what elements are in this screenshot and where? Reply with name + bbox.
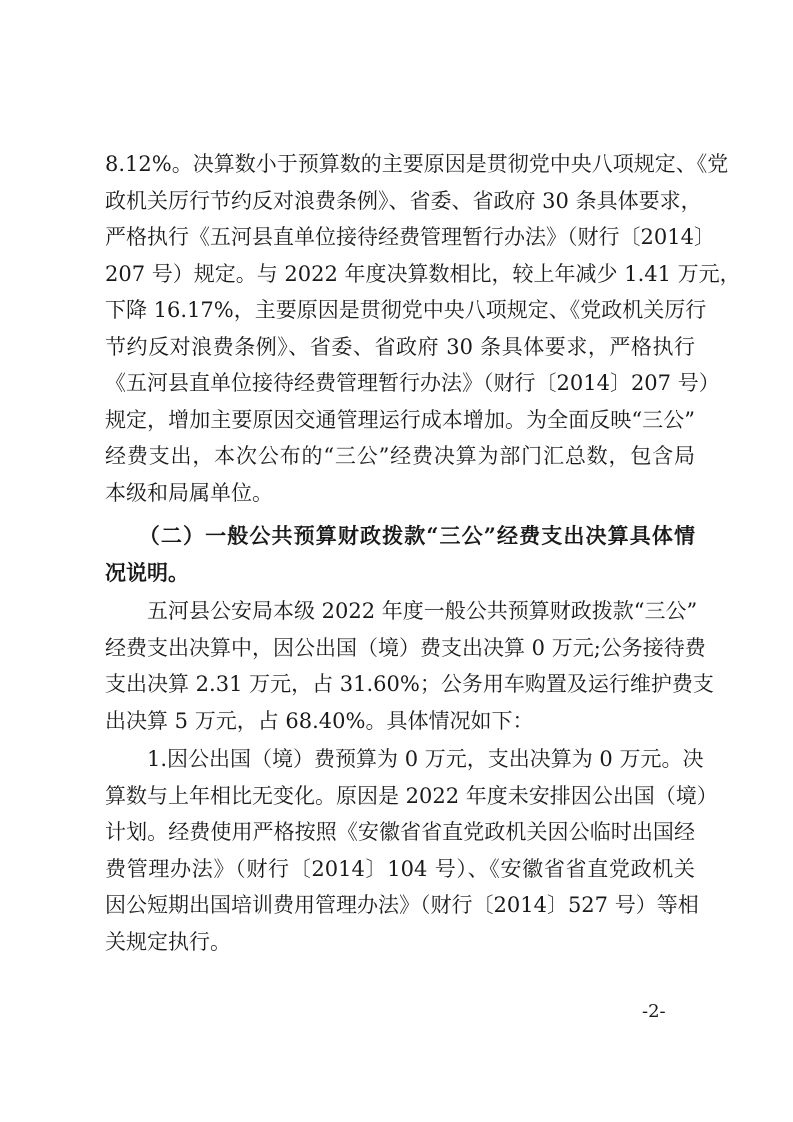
text-line: 算数与上年相比无变化。原因是 2022 年度未安排因公出国（境） [105,783,718,808]
text-line: 1.因公出国（境）费预算为 0 万元，支出决算为 0 万元。决 [105,747,704,771]
paragraph-expenditure-summary [105,593,714,739]
text-line: 经费支出，本次公布的“三公”经费决算为部门汇总数，包含局 [105,444,695,468]
text-line: 政机关厉行节约反对浪费条例》、省委、省政府 30 条具体要求， [105,188,702,213]
text-line: 关规定执行。 [105,929,231,954]
text-line: 规定，增加主要原因交通管理运行成本增加。为全面反映“三公” [105,407,695,432]
paragraph-budget-explanation [105,146,741,511]
text-line: 207 号）规定。与 2022 年度决算数相比，较上年减少 1.41 万元， [105,261,741,286]
heading-line: 况说明。 [105,559,189,585]
text-line: 费管理办法》（财行〔2014〕104 号）、《安徽省省直党政机关 [105,856,695,881]
heading-line: （二）一般公共预算财政拨款“三公”经费支出决算具体情 [105,523,695,548]
text-line: 经费支出决算中，因公出国（境）费支出决算 0 万元;公务接待费 [105,635,706,660]
text-line: 支出决算 2.31 万元，占 31.60%；公务用车购置及运行维护费支 [105,672,714,696]
section-heading [105,518,695,591]
page-number: -2- [642,1001,666,1022]
text-line: 严格执行《五河县直单位接待经费管理暂行办法》（财行〔2014〕 [105,225,715,249]
text-line: 因公短期出国培训费用管理办法》（财行〔2014〕527 号）等相 [105,893,699,917]
text-line: 8.12%。决算数小于预算数的主要原因是贯彻党中央八项规定、《党 [105,152,729,176]
text-line: 下降 16.17%，主要原因是贯彻党中央八项规定、《党政机关厉行 [105,298,707,322]
text-line: 计划。经费使用严格按照《安徽省省直党政机关因公临时出国经 [105,820,695,844]
paragraph-overseas-travel [105,741,718,960]
text-line: 五河县公安局本级 2022 年度一般公共预算财政拨款“三公” [105,599,698,623]
text-line: 出决算 5 万元，占 68.40%。具体情况如下： [105,708,534,733]
text-line: 《五河县直单位接待经费管理暂行办法》（财行〔2014〕207 号） [105,371,720,395]
text-line: 本级和局属单位。 [105,480,273,505]
text-line: 节约反对浪费条例》、省委、省政府 30 条具体要求，严格执行 [105,334,695,359]
